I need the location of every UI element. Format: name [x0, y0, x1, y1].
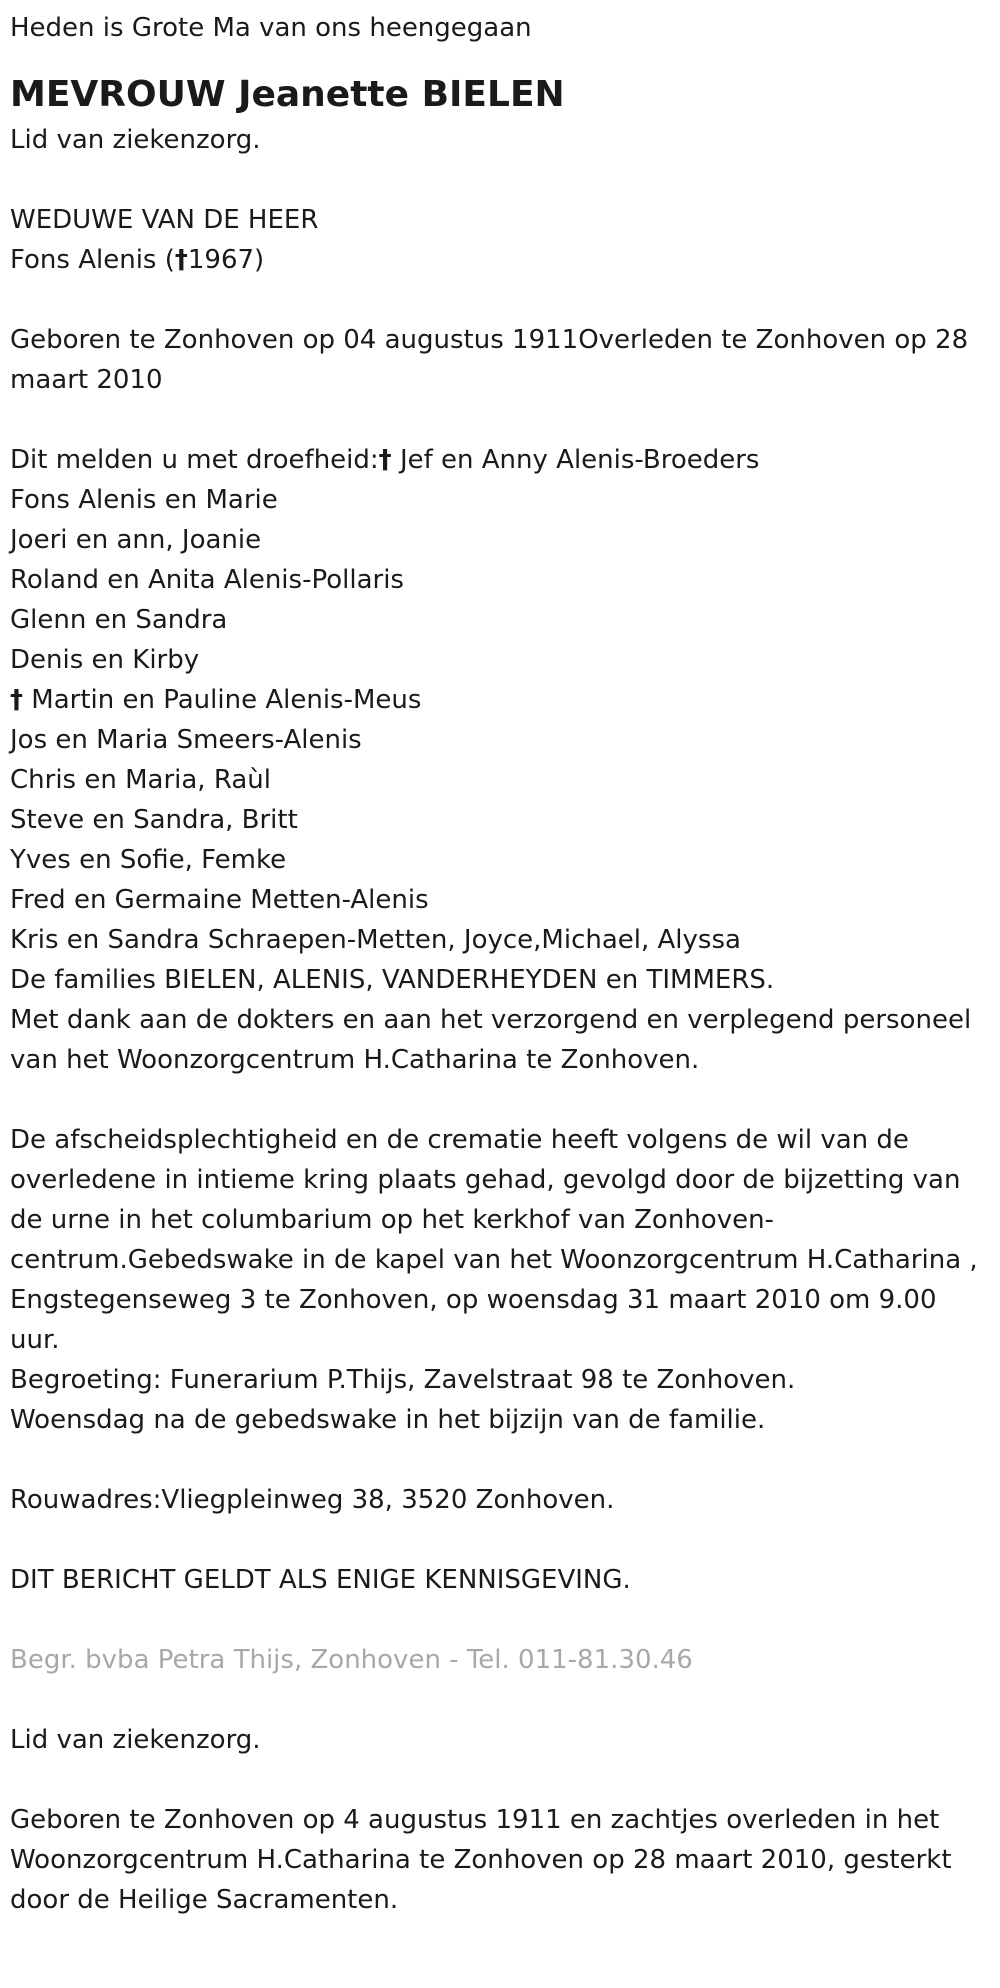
spacer	[10, 1080, 990, 1120]
thanks-text: Met dank aan de dokters en aan het verzorgend en verplegend personeel van het Woonzorgcentrum H.Catharina te Zonhoven.	[10, 1005, 972, 1075]
spacer	[10, 1440, 990, 1480]
membership-text-2: Lid van ziekenzorg.	[10, 1725, 261, 1755]
spacer	[10, 1760, 990, 1800]
mourner-line	[10, 680, 990, 720]
ceremony-text: De afscheidsplechtigheid en de crematie heeft volgens de wil van de overledene in intieme kring plaats gehad, gevolgd door de bijzetting van de urne in het columbarium op het kerkhof van Zonhoven-centrum.Gebedswake in de kapel van het Woonzorgcentrum H.Catharina ,	[10, 1125, 978, 1275]
mourner-line: Denis en Kirby	[10, 645, 200, 675]
mourner-line: Jos en Maria Smeers-Alenis	[10, 725, 362, 755]
undertaker-text: Begr. bvba Petra Thijs, Zonhoven - Tel. 011-81.30.46	[10, 1645, 693, 1675]
spouse-death-year: 1967)	[187, 245, 265, 275]
greeting-when-text: Woensdag na de gebedswake in het bijzijn van de familie.	[10, 1405, 766, 1435]
notice-text: DIT BERICHT GELDT ALS ENIGE KENNISGEVING.	[10, 1565, 631, 1595]
spacer	[10, 400, 990, 440]
mourning-address: Rouwadres:Vliegpleinweg 38, 3520 Zonhoven.	[10, 1485, 615, 1515]
mourner-line: Fons Alenis en Marie	[10, 485, 278, 515]
spacer	[10, 1600, 990, 1640]
mourner-name: Martin en Pauline Alenis-Meus	[23, 685, 422, 715]
membership-text: Lid van ziekenzorg.	[10, 125, 261, 155]
birth-death-text-2: Geboren te Zonhoven op 4 augustus 1911 en zachtjes overleden in het Woonzorgcentrum H.Catharina te Zonhoven op 28 maart 2010, gesterkt door de Heilige Sacramenten.	[10, 1805, 952, 1915]
mourner-name: Jef en Anny Alenis-Broeders	[399, 445, 760, 475]
mourner-line: Kris en Sandra Schraepen-Metten, Joyce,Michael, Alyssa	[10, 925, 741, 955]
wake-text: Engstegenseweg 3 te Zonhoven, op woensdag 31 maart 2010 om 9.00 uur.	[10, 1285, 937, 1355]
widow-label: WEDUWE VAN DE HEER	[10, 205, 319, 235]
spacer	[10, 1680, 990, 1720]
mourner-line: Roland en Anita Alenis-Pollaris	[10, 565, 404, 595]
mourner-line: Chris en Maria, Raùl	[10, 765, 271, 795]
mourner-line: Fred en Germaine Metten-Alenis	[10, 885, 429, 915]
mourner-line: Joeri en ann, Joanie	[10, 525, 262, 555]
cross-icon: †	[174, 245, 188, 275]
birth-death-text: Geboren te Zonhoven op 04 augustus 1911Overleden te Zonhoven op 28 maart 2010	[10, 325, 969, 395]
mourners-intro-line	[10, 440, 990, 480]
spouse-line	[10, 240, 990, 280]
mourners-intro: Dit melden u met droefheid:	[10, 445, 379, 475]
spacer	[10, 1520, 990, 1560]
deceased-name: MEVROUW Jeanette BIELEN	[10, 74, 565, 115]
mourner-line: Yves en Sofie, Femke	[10, 845, 287, 875]
spacer	[10, 280, 990, 320]
greeting-text: Begroeting: Funerarium P.Thijs, Zavelstraat 98 te Zonhoven.	[10, 1365, 796, 1395]
families-text: De families BIELEN, ALENIS, VANDERHEYDEN en TIMMERS.	[10, 965, 775, 995]
spouse-name: Fons Alenis (	[10, 245, 175, 275]
spacer	[10, 160, 990, 200]
mourner-line: Steve en Sandra, Britt	[10, 805, 298, 835]
cross-icon: †	[10, 685, 23, 715]
cross-icon: †	[378, 445, 392, 475]
intro-text: Heden is Grote Ma van ons heengegaan	[10, 13, 532, 43]
mourner-line: Glenn en Sandra	[10, 605, 228, 635]
